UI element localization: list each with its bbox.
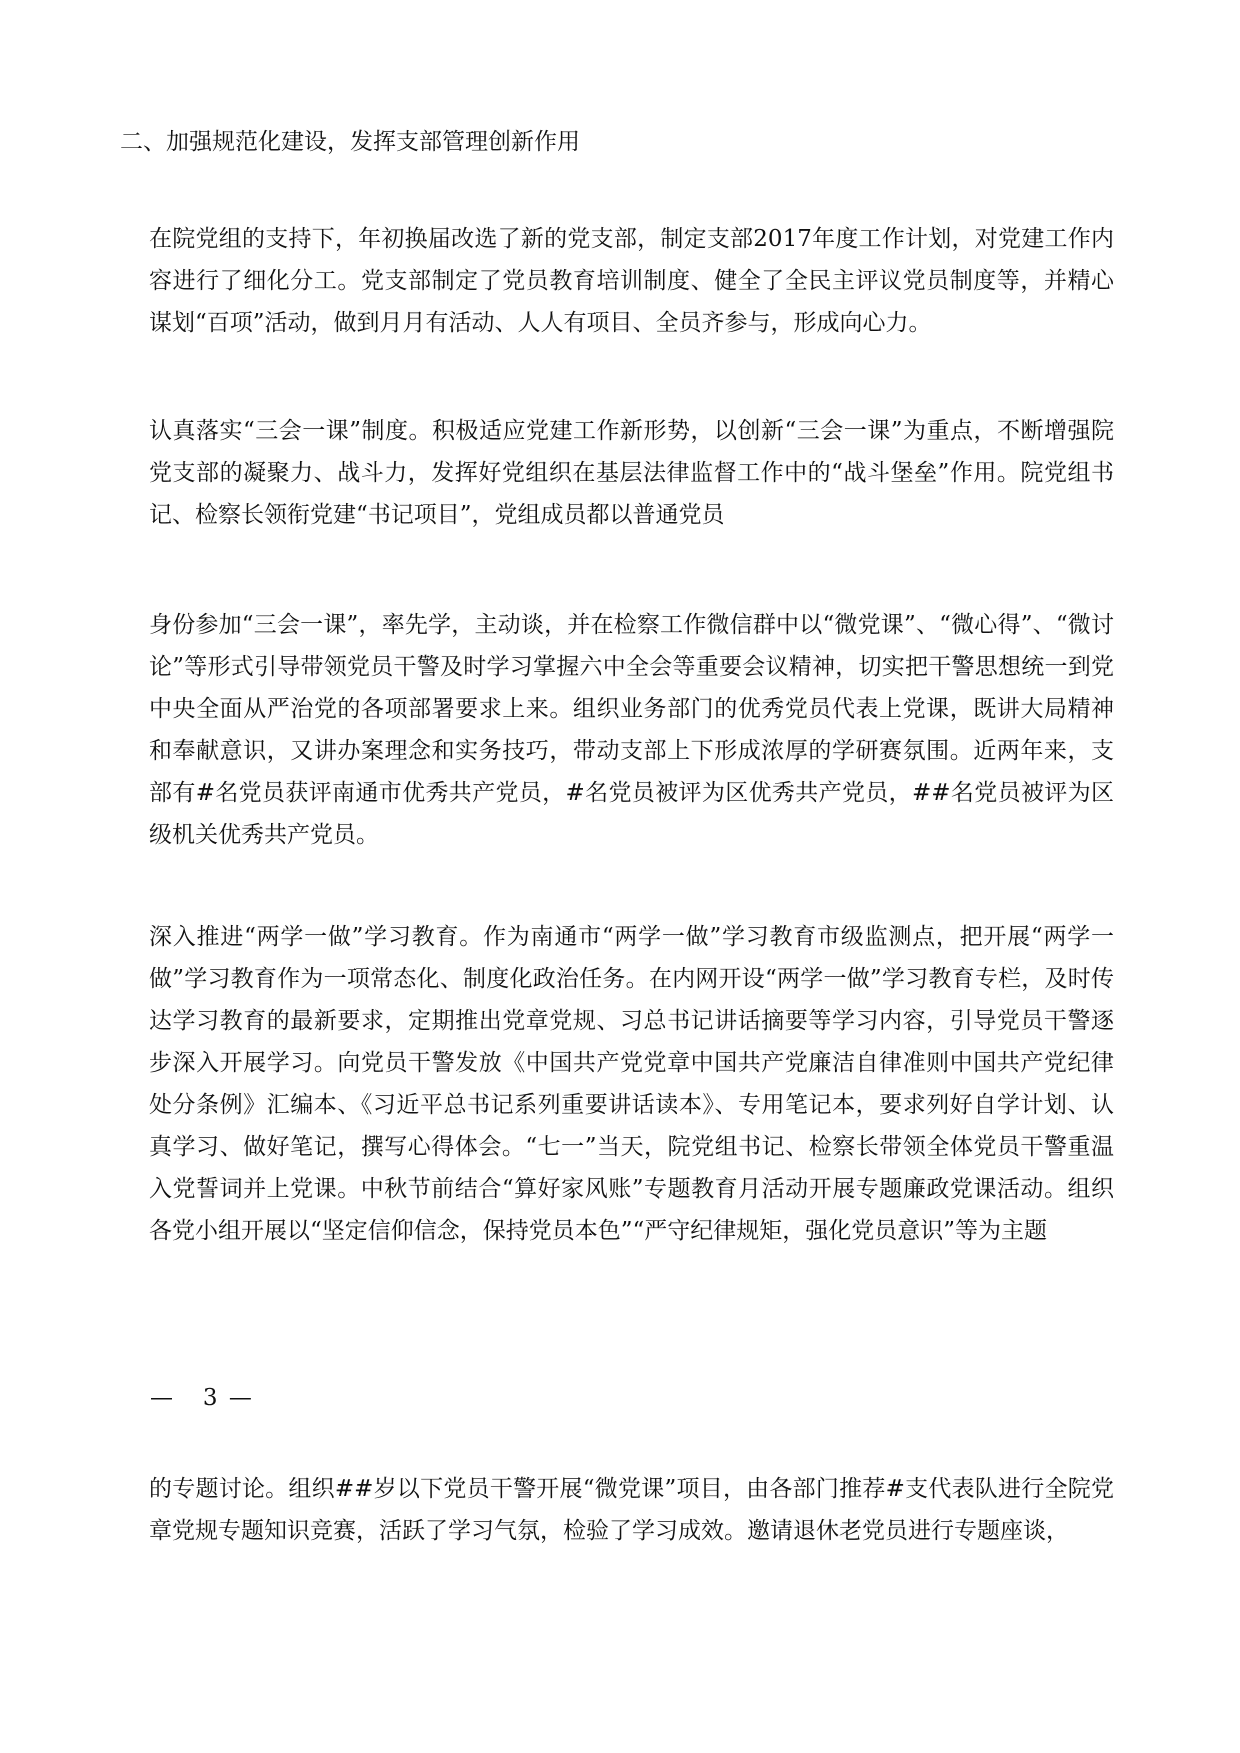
paragraph-party-branch-election: 在院党组的支持下，年初换届改选了新的党支部，制定支部2017年度工作计划，对党建工作内容进行了细化分工。党支部制定了党员教育培训制度、健全了全民主评议党员制度等，并精心谋划“百项”活动，做到月月有活动、人人有项目、全员齐参与，形成向心力。 — [149, 226, 1114, 336]
section-heading: 二、加强规范化建设，发挥支部管理创新作用 — [120, 129, 580, 155]
paragraph-three-meetings-one-lesson: 认真落实“三会一课”制度。积极适应党建工作新形势，以创新“三会一课”为重点，不断增强院党支部的凝聚力、战斗力，发挥好党组织在基层法律监督工作中的“战斗堡垒”作用。院党组书记、检察长领衔党建“书记项目”，党组成员都以普通党员 — [149, 418, 1114, 528]
paragraph-two-studies-one-action: 深入推进“两学一做”学习教育。作为南通市“两学一做”学习教育市级监测点，把开展“两学一做”学习教育作为一项常态化、制度化政治任务。在内网开设“两学一做”学习教育专栏，及时传达学习教育的最新要求，定期推出党章党规、习总书记讲话摘要等学习内容，引导党员干警逐步深入开展学习。向党员干警发放《中国共产党党章中国共产党廉洁自律准则中国共产党纪律处分条例》汇编本、《习近平总书记系列重要讲话读本》、专用笔记本，要求列好自学计划、认真学习、做好笔记，撰写心得体会。“七一”当天，院党组书记、检察长带领全体党员干警重温入党誓词并上党课。中秋节前结合“算好家风账”专题教育月活动开展专题廉政党课活动。组织各党小组开展以“坚定信仰信念，保持党员本色”“严守纪律规矩，强化党员意识”等为主题 — [149, 924, 1114, 1244]
paragraph-identity-participation: 身份参加“三会一课”，率先学，主动谈，并在检察工作微信群中以“微党课”、“微心得”、“微讨论”等形式引导带领党员干警及时学习掌握六中全会等重要会议精神，切实把干警思想统一到党中央全面从严治党的各项部署要求上来。组织业务部门的优秀党员代表上党课，既讲大局精神和奉献意识，又讲办案理念和实务技巧，带动支部上下形成浓厚的学研赛氛围。近两年来，支部有#名党员获评南通市优秀共产党员，#名党员被评为区优秀共产党员，##名党员被评为区级机关优秀共产党员。 — [149, 612, 1114, 848]
paragraph-special-discussion: 的专题讨论。组织##岁以下党员干警开展“微党课”项目，由各部门推荐#支代表队进行全院党章党规专题知识竞赛，活跃了学习气氛，检验了学习成效。邀请退休老党员进行专题座谈， — [149, 1476, 1114, 1544]
page-number: — 3 — — [150, 1385, 254, 1411]
